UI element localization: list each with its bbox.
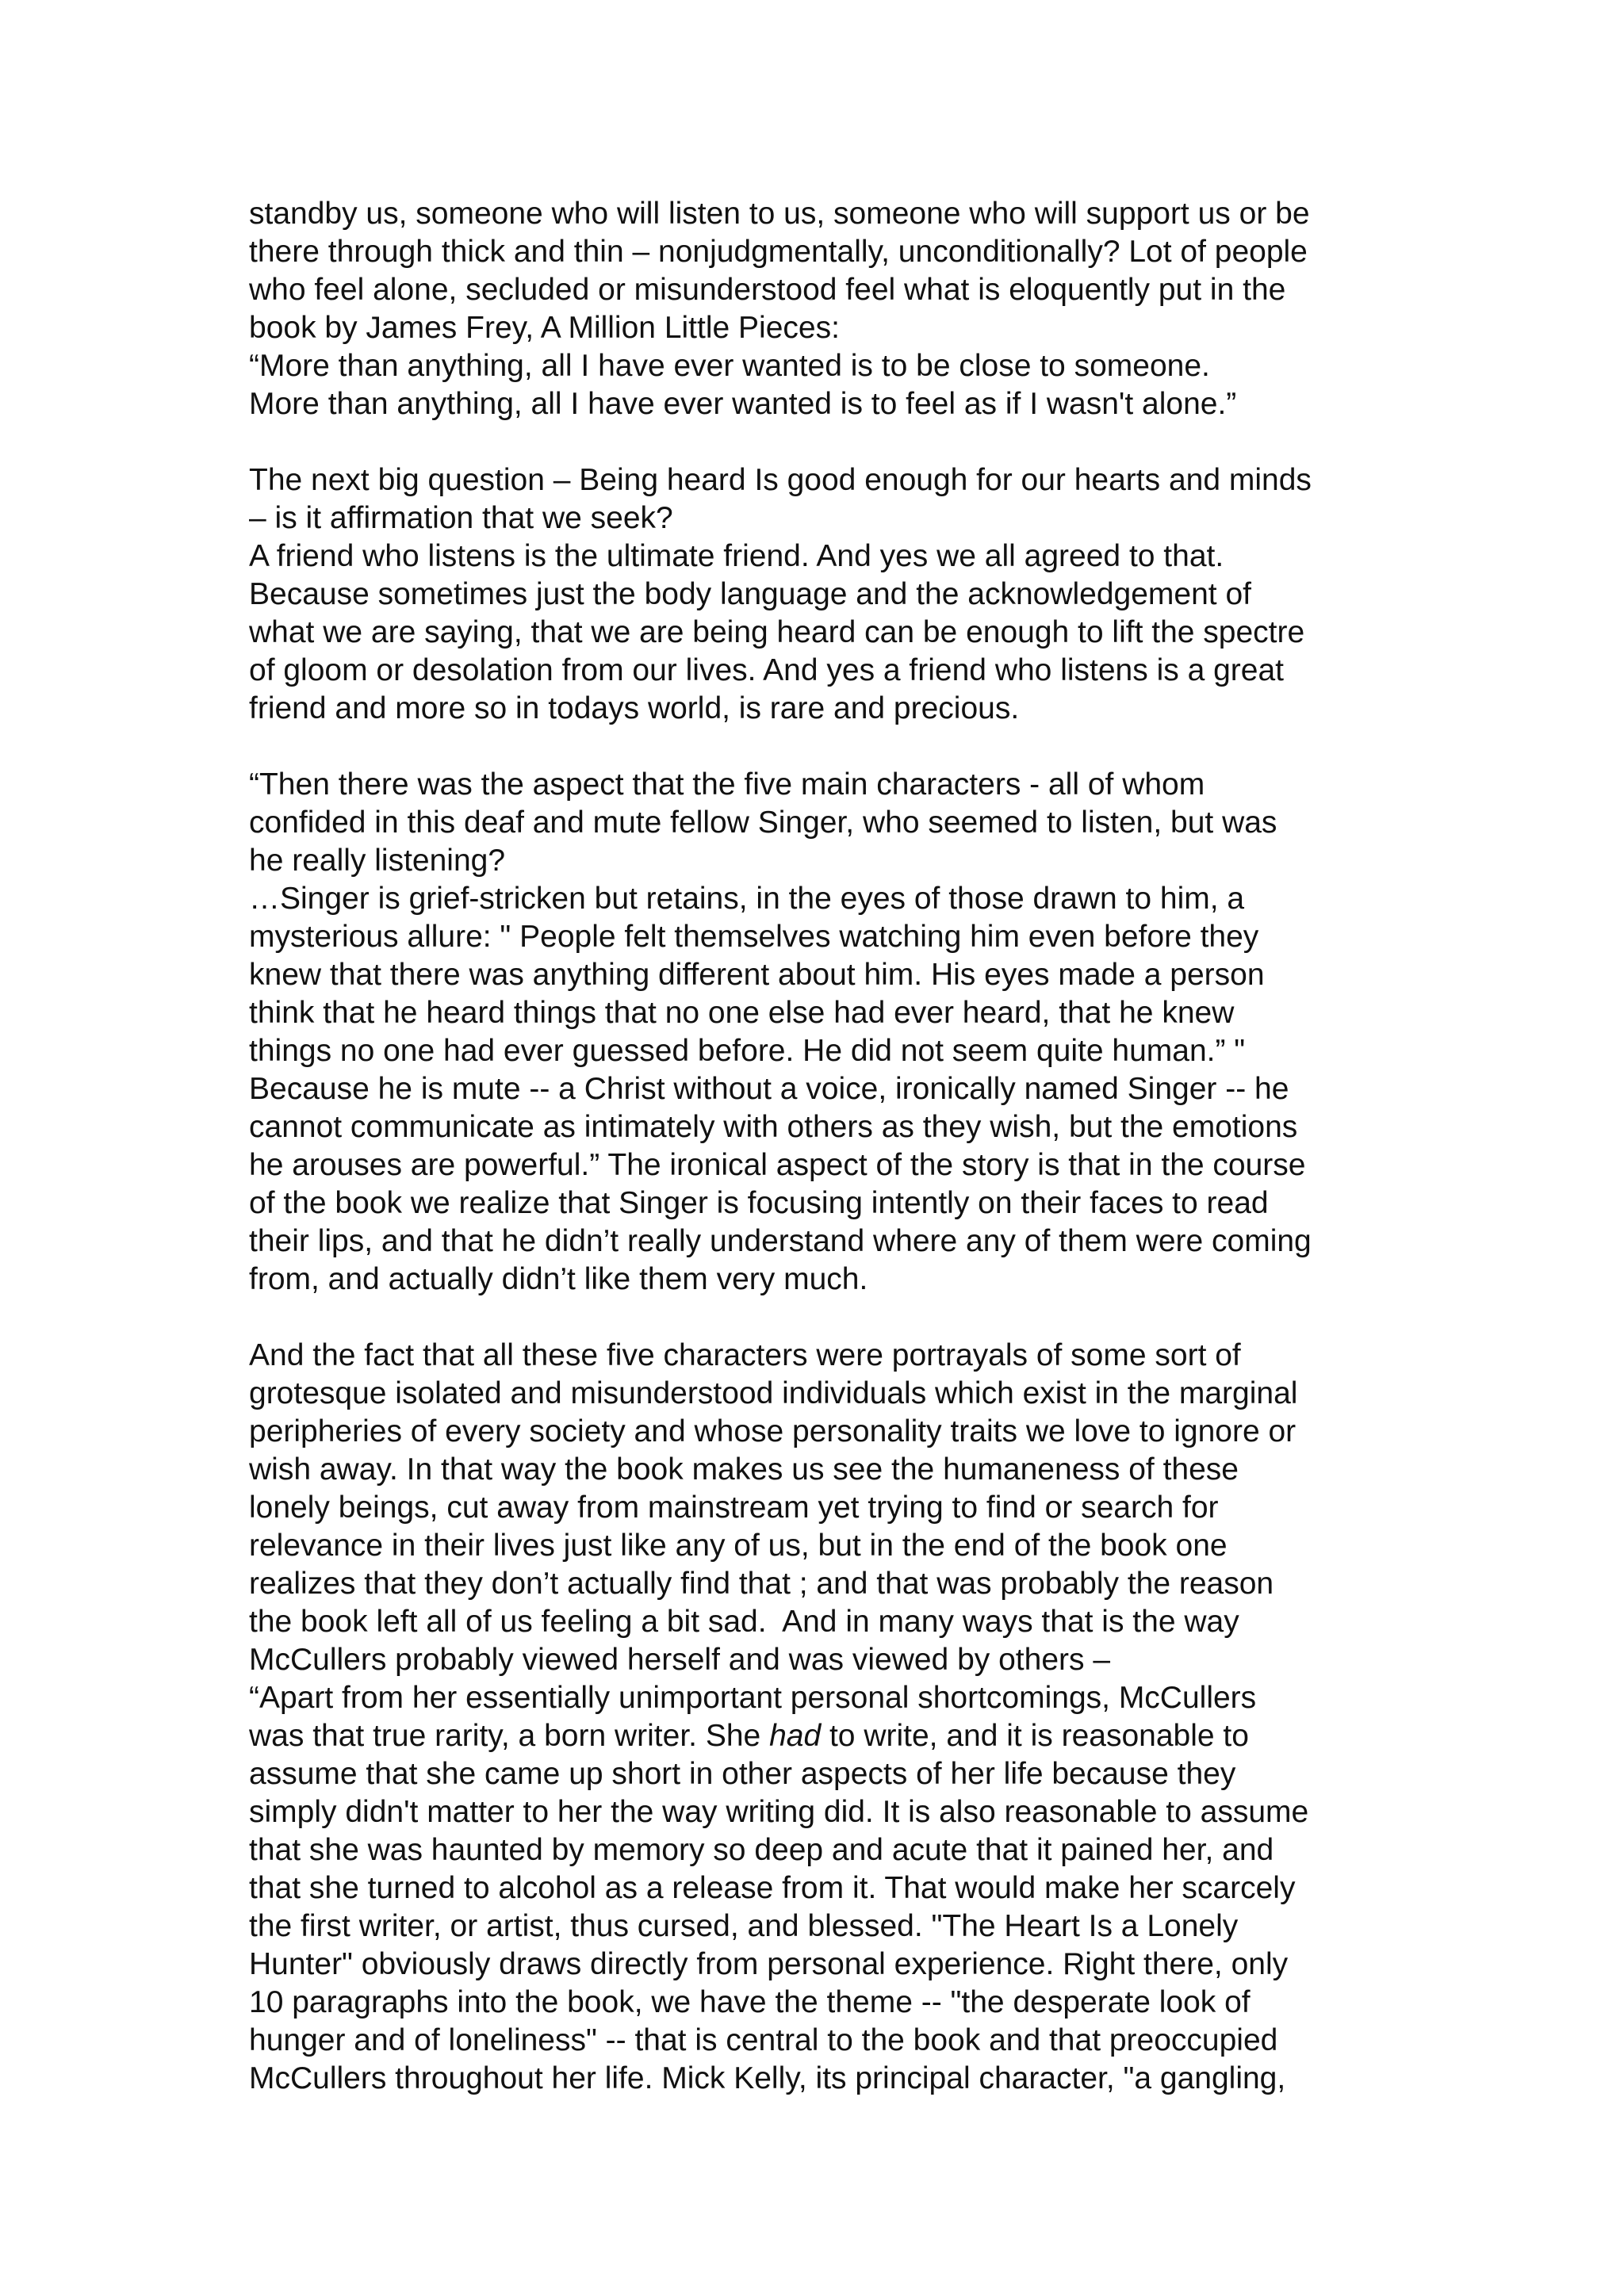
text-line: what we are saying, that we are being heard can be enough to lift the spectre (249, 615, 1305, 649)
text-line: the book left all of us feeling a bit sad. And in many ways that is the way (249, 1605, 1239, 1639)
text-line: of gloom or desolation from our lives. And yes a friend who listens is a great (249, 653, 1284, 687)
text-line: And the fact that all these five characters were portrayals of some sort of (249, 1338, 1241, 1372)
text-line: the first writer, or artist, thus cursed, and blessed. "The Heart Is a Lonely (249, 1909, 1239, 1943)
text-line: – is it affirmation that we seek? (249, 501, 673, 535)
text-line: book by James Frey, A Million Little Pieces: (249, 311, 840, 345)
text-line: assume that she came up short in other aspects of her life because they (249, 1757, 1236, 1791)
text-line: standby us, someone who will listen to us, someone who will support us or be (249, 197, 1310, 231)
text-line: Because he is mute -- a Christ without a voice, ironically named Singer -- he (249, 1072, 1289, 1106)
text-line: think that he heard things that no one else had ever heard, that he knew (249, 996, 1235, 1030)
text-line: things no one had ever guessed before. He did not seem quite human.” " (249, 1034, 1246, 1068)
italic-word: had (769, 1719, 822, 1753)
text-line: realizes that they don’t actually find that ; and that was probably the reason (249, 1567, 1274, 1601)
text-line: that she was haunted by memory so deep and acute that it pained her, and (249, 1833, 1274, 1867)
text-line: from, and actually didn’t like them very much. (249, 1262, 868, 1296)
text-line: relevance in their lives just like any of us, but in the end of the book one (249, 1529, 1228, 1563)
text-segment: to write, and it is reasonable to (821, 1719, 1249, 1753)
paragraph (249, 195, 1407, 423)
text-segment: was that true rarity, a born writer. She (249, 1719, 770, 1753)
text-line: knew that there was anything different about him. His eyes made a person (249, 958, 1265, 992)
text-line: hunger and of loneliness" -- that is central to the book and that preoccupied (249, 2023, 1278, 2057)
text-line: that she turned to alcohol as a release from it. That would make her scarcely (249, 1871, 1296, 1905)
text-line: 10 paragraphs into the book, we have the theme -- "the desperate look of (249, 1985, 1251, 2019)
text-line: who feel alone, secluded or misunderstood feel what is eloquently put in the (249, 273, 1286, 307)
document-body (249, 195, 1407, 2098)
text-line: “Then there was the aspect that the five main characters - all of whom (249, 767, 1205, 802)
text-line: their lips, and that he didn’t really understand where any of them were coming (249, 1224, 1312, 1258)
text-line: “Apart from her essentially unimportant personal shortcomings, McCullers (249, 1681, 1257, 1715)
text-line: grotesque isolated and misunderstood individuals which exist in the marginal (249, 1376, 1298, 1410)
text-line: he arouses are powerful.” The ironical aspect of the story is that in the course (249, 1148, 1306, 1182)
text-line: lonely beings, cut away from mainstream yet trying to find or search for (249, 1490, 1219, 1525)
text-line: McCullers probably viewed herself and was viewed by others – (249, 1643, 1111, 1677)
text-line: A friend who listens is the ultimate friend. And yes we all agreed to that. (249, 539, 1224, 573)
text-line: friend and more so in todays world, is rare and precious. (249, 691, 1020, 725)
text-line: …Singer is grief-stricken but retains, in the eyes of those drawn to him, a (249, 882, 1245, 916)
text-line: The next big question – Being heard Is good enough for our hearts and minds (249, 463, 1312, 497)
text-line: peripheries of every society and whose personality traits we love to ignore or (249, 1414, 1297, 1448)
paragraph (249, 1337, 1407, 2098)
paragraph (249, 766, 1407, 1299)
text-line: McCullers throughout her life. Mick Kelly, its principal character, "a gangling, (249, 2061, 1286, 2095)
paragraph-spacer (249, 423, 1407, 461)
quote-line: “More than anything, all I have ever wanted is to be close to someone. (249, 349, 1210, 383)
paragraph-spacer (249, 728, 1407, 766)
text-line: wish away. In that way the book makes us see the humaneness of these (249, 1452, 1239, 1487)
text-line: confided in this deaf and mute fellow Singer, who seemed to listen, but was (249, 806, 1277, 840)
text-line: Because sometimes just the body language and the acknowledgement of (249, 577, 1251, 611)
quote-line: More than anything, all I have ever wanted is to feel as if I wasn't alone.” (249, 387, 1237, 421)
text-line: cannot communicate as intimately with others as they wish, but the emotions (249, 1110, 1298, 1144)
text-line: simply didn't matter to her the way writing did. It is also reasonable to assume (249, 1795, 1309, 1829)
text-line-with-italic (249, 1717, 1407, 1755)
text-line: mysterious allure: " People felt themselves watching him even before they (249, 920, 1259, 954)
paragraph (249, 461, 1407, 728)
paragraph-spacer (249, 1299, 1407, 1337)
text-line: he really listening? (249, 844, 506, 878)
text-line: of the book we realize that Singer is focusing intently on their faces to read (249, 1186, 1269, 1220)
text-line: Hunter" obviously draws directly from personal experience. Right there, only (249, 1947, 1289, 1981)
text-line: there through thick and thin – nonjudgmentally, unconditionally? Lot of people (249, 235, 1308, 269)
